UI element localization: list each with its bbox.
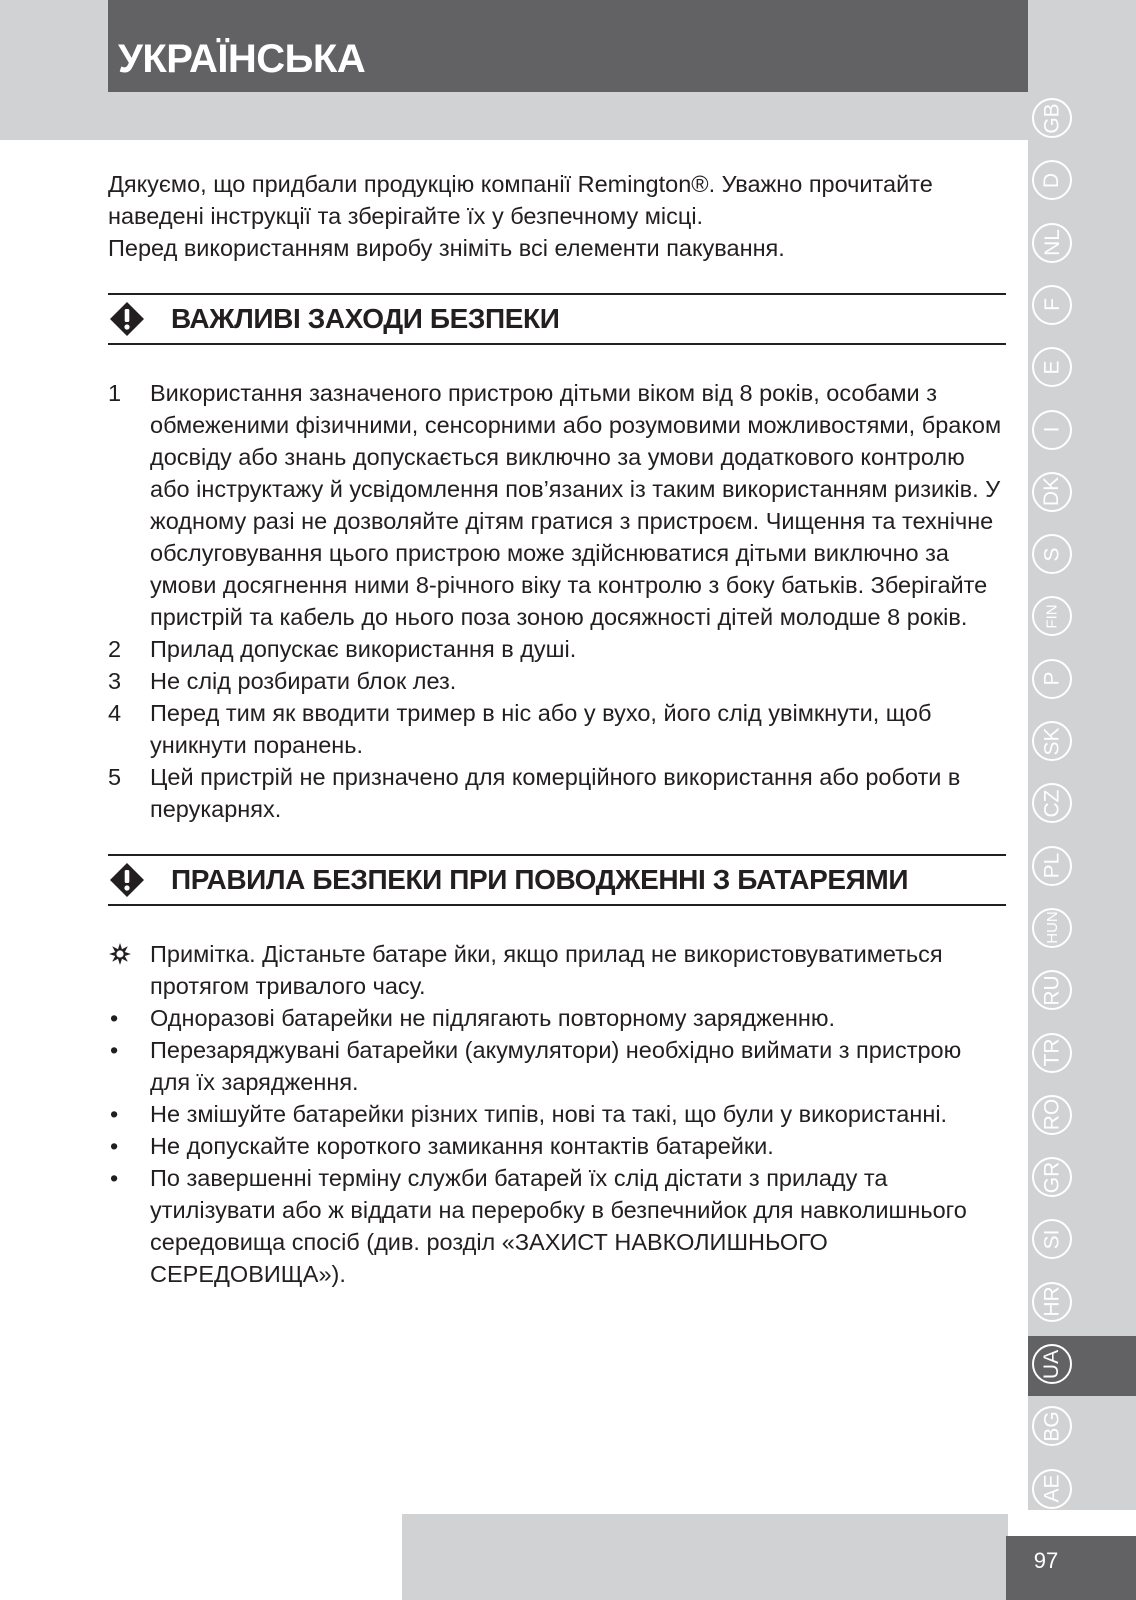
item-number: 3 <box>108 668 122 694</box>
list-item <box>108 1034 1006 1098</box>
item-number: 2 <box>108 636 122 662</box>
main-content <box>108 168 1006 1290</box>
language-tab-ru[interactable] <box>1028 962 1078 1022</box>
language-badge <box>1032 721 1072 761</box>
language-code: PL <box>1040 852 1064 879</box>
item-text: Не змішуйте батарейки різних типів, нові та такі, що були у використанні. <box>150 1101 948 1127</box>
language-badge <box>1032 534 1072 574</box>
language-code: P <box>1040 671 1064 686</box>
item-text: Використання зазначеного пристрою дітьми віком від 8 років, особами з обмеженими фізичними, сенсорними або розумовими можливостями, браком досвіду або знань допускається виключно за умови додаткового контролю або інструктажу й усвідомлення пов’язаних із таким використанням ризиків. У жодному разі не дозволяйте дітям гратися з пристроєм. Чищення та технічне обслуговування цього пристрою може здійснюватися дітьми виключно за умови досягнення ними 8-річного віку та контролю з боку батьків. Зберігайте пристрій та кабель до нього поза зоною досяжності дітей молодше 8 років. <box>150 380 1002 630</box>
item-number: 1 <box>108 380 122 406</box>
language-badge <box>1032 347 1072 387</box>
language-badge <box>1032 908 1072 948</box>
item-text: Не слід розбирати блок лез. <box>150 668 457 694</box>
language-tab-dk[interactable] <box>1028 464 1078 524</box>
language-code: RO <box>1040 1099 1064 1131</box>
language-tab-d[interactable] <box>1028 152 1078 212</box>
language-code: CZ <box>1040 789 1064 818</box>
language-code: E <box>1040 360 1064 375</box>
language-tab-hr[interactable] <box>1028 1274 1078 1334</box>
warning-diamond-icon <box>109 301 145 337</box>
language-tab-tr[interactable] <box>1028 1025 1078 1085</box>
bottom-band <box>402 1514 1008 1600</box>
language-tab-bg[interactable] <box>1028 1398 1078 1458</box>
language-badge <box>1032 410 1072 450</box>
list-item <box>108 665 1006 697</box>
page-title: УКРАЇНСЬКА <box>118 37 366 81</box>
list-item <box>108 761 1006 825</box>
language-badge <box>1032 1157 1072 1197</box>
language-tab-ae[interactable] <box>1028 1461 1078 1521</box>
language-code: TR <box>1040 1038 1064 1067</box>
language-tab-gb[interactable] <box>1028 90 1078 150</box>
page-number: 97 <box>1033 1548 1059 1573</box>
language-code: DK <box>1040 477 1064 507</box>
list-item <box>108 1162 1006 1290</box>
intro-paragraph: Перед використанням виробу зніміть всі елементи пакування. <box>108 235 785 261</box>
language-badge <box>1032 98 1072 138</box>
language-code: SI <box>1040 1229 1064 1250</box>
language-code: BG <box>1040 1411 1064 1442</box>
language-tab-sk[interactable] <box>1028 713 1078 773</box>
list-item <box>108 377 1006 633</box>
language-badge <box>1032 1095 1072 1135</box>
bullet: • <box>110 1133 119 1159</box>
language-code: FIN <box>1043 604 1061 629</box>
language-badge <box>1032 970 1072 1010</box>
language-code: I <box>1040 426 1064 433</box>
language-tab-cz[interactable] <box>1028 775 1078 835</box>
language-tab-e[interactable] <box>1028 339 1078 399</box>
item-text: Перед тим як вводити тример в ніс або у вухо, його слід увімкнути, щоб уникнути поранень. <box>150 700 932 758</box>
language-tab-fin[interactable] <box>1028 588 1078 648</box>
language-code: HR <box>1040 1286 1064 1317</box>
list-item <box>108 1002 1006 1034</box>
language-badge <box>1032 285 1072 325</box>
item-text: Не допускайте короткого замикання контактів батарейки. <box>150 1133 774 1159</box>
note-text: Примітка. Дістаньте батаре йки, якщо прилад не використовуватиметься протягом тривалого часу. <box>150 941 943 999</box>
language-tab-hun[interactable] <box>1028 900 1078 960</box>
section-heading-battery <box>108 854 1006 906</box>
item-number: 4 <box>108 700 122 726</box>
language-tab-nl[interactable] <box>1028 215 1078 275</box>
language-code: UA <box>1040 1349 1064 1379</box>
bullet: • <box>110 1005 119 1031</box>
language-code: GR <box>1040 1161 1064 1193</box>
item-text: Прилад допускає використання в душі. <box>150 636 577 662</box>
language-code: F <box>1040 298 1064 312</box>
language-tab-ro[interactable] <box>1028 1087 1078 1147</box>
language-tab-p[interactable] <box>1028 651 1078 711</box>
item-text: По завершенні терміну служби батарей їх слід дістати з приладу та утилізувати або ж віддати на переробку в безпечнийок для навколишнього середовища спосіб (див. розділ «ЗАХИСТ НАВКОЛИШНЬОГО СЕРЕДОВИЩА»). <box>150 1165 967 1287</box>
note-marker <box>108 938 150 1002</box>
section-title: ВАЖЛИВІ ЗАХОДИ БЕЗПЕКИ <box>171 303 560 334</box>
language-code: SK <box>1040 726 1064 756</box>
battery-list <box>108 938 1006 1290</box>
item-text: Цей пристрій не призначено для комерційного використання або роботи в перукарнях. <box>150 764 961 822</box>
language-tab-gr[interactable] <box>1028 1149 1078 1209</box>
list-item <box>108 1098 1006 1130</box>
language-code: GB <box>1040 102 1064 134</box>
language-tab-i[interactable] <box>1028 402 1078 462</box>
warning-diamond-icon <box>109 862 145 898</box>
language-badge <box>1032 846 1072 886</box>
safety-list <box>108 377 1006 825</box>
language-code: RU <box>1040 975 1064 1006</box>
language-code: AE <box>1040 1474 1064 1503</box>
language-badge <box>1032 1282 1072 1322</box>
intro-paragraph: Дякуємо, що придбали продукцію компанії Remington®. Уважно прочитайте наведені інструкції та зберігайте їх у безпечному місці. <box>108 171 933 229</box>
language-badge <box>1032 1219 1072 1259</box>
language-badge <box>1032 659 1072 699</box>
language-badge <box>1032 223 1072 263</box>
list-item <box>108 1130 1006 1162</box>
list-item <box>108 633 1006 665</box>
bullet: • <box>110 1165 119 1191</box>
intro <box>108 168 1006 264</box>
language-badge <box>1032 1033 1072 1073</box>
language-tab-pl[interactable] <box>1028 838 1078 898</box>
language-badge <box>1032 596 1072 636</box>
language-badge <box>1032 472 1072 512</box>
language-badge <box>1032 1469 1072 1509</box>
language-tab-f[interactable] <box>1028 277 1078 337</box>
bullet: • <box>110 1037 119 1063</box>
note-star-icon <box>108 942 132 966</box>
note-item <box>108 938 1006 1002</box>
language-tab-ua[interactable] <box>1028 1336 1136 1396</box>
language-code: NL <box>1040 229 1064 257</box>
language-badge <box>1032 783 1072 823</box>
language-badge <box>1032 1344 1072 1384</box>
language-code: S <box>1040 547 1064 562</box>
language-tab-si[interactable] <box>1028 1211 1078 1271</box>
language-code: D <box>1040 172 1064 188</box>
language-code: HUN <box>1043 911 1061 945</box>
section-heading-safety <box>108 293 1006 345</box>
language-badge <box>1032 1406 1072 1446</box>
item-number: 5 <box>108 764 122 790</box>
bullet: • <box>110 1101 119 1127</box>
list-item <box>108 697 1006 761</box>
language-badge <box>1032 160 1072 200</box>
language-tab-s[interactable] <box>1028 526 1078 586</box>
section-title: ПРАВИЛА БЕЗПЕКИ ПРИ ПОВОДЖЕННІ З БАТАРЕЯМИ <box>171 864 909 895</box>
item-text: Одноразові батарейки не підлягають повторному зарядженню. <box>150 1005 836 1031</box>
item-text: Перезаряджувані батарейки (акумулятори) необхідно виймати з пристрою для їх зарядження. <box>150 1037 962 1095</box>
